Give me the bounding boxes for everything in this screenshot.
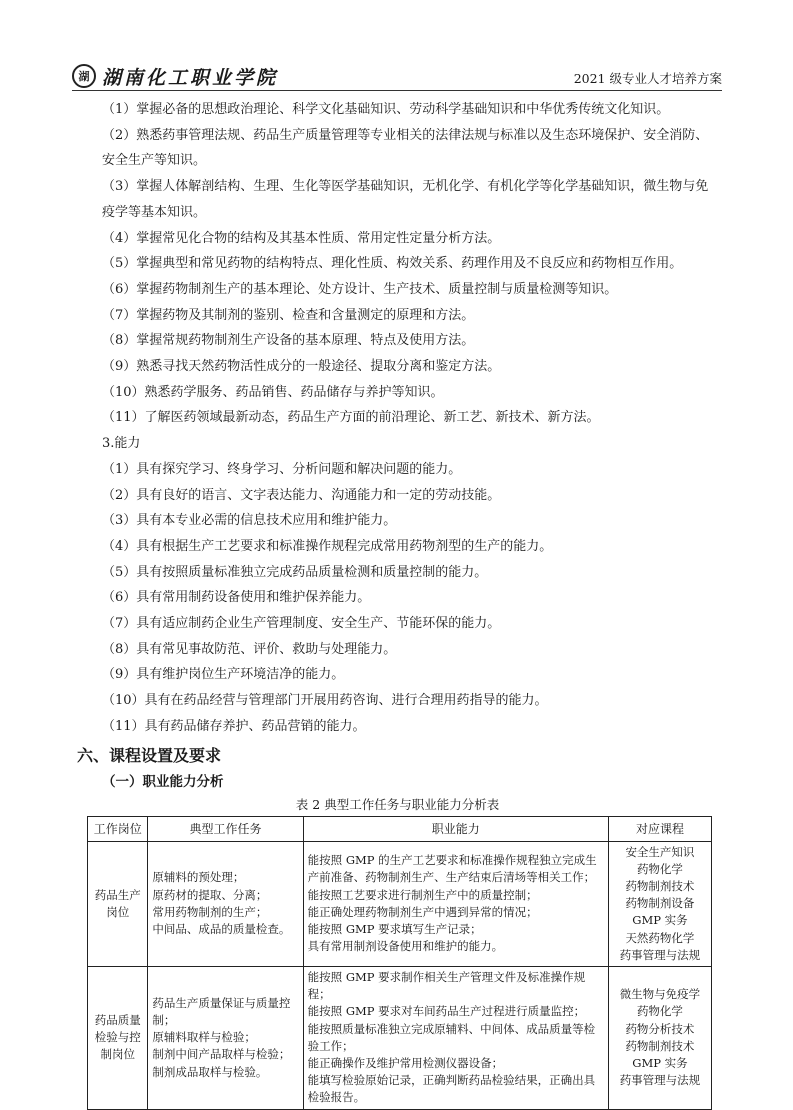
- ability-item: （1）具有探究学习、终身学习、分析问题和解决问题的能力。: [102, 461, 462, 477]
- column-header: 职业能力: [303, 816, 608, 841]
- ability-item: （4）具有根据生产工艺要求和标准操作规程完成常用药物剂型的生产的能力。: [102, 538, 553, 554]
- knowledge-item: （10）熟悉药学服务、药品销售、药品储存与养护等知识。: [102, 384, 444, 400]
- ability-line: 能按照工艺要求进行制剂生产中的质量控制；: [307, 887, 538, 902]
- tasks-cell: [148, 967, 303, 1110]
- column-header: 工作岗位: [88, 816, 148, 841]
- section-title: 六、课程设置及要求: [77, 745, 222, 765]
- task-line: 中间品、成品的质量检查。: [152, 921, 291, 936]
- ability-item: （5）具有按照质量标准独立完成药品质量检测和质量控制的能力。: [102, 564, 488, 580]
- ability-line: 能按照质量标准独立完成原辅料、中间体、成品质量等检验工作；: [307, 1021, 596, 1053]
- ability-item: （8）具有常见事故防范、评价、救助与处理能力。: [102, 641, 397, 657]
- task-line: 制剂成品取样与检验。: [152, 1064, 268, 1079]
- abilities-cell: [303, 841, 608, 966]
- ability-item: （9）具有维护岗位生产环境洁净的能力。: [102, 667, 345, 683]
- course-line: 药事管理与法规: [619, 947, 701, 962]
- ability-item: （10）具有在药品经营与管理部门开展用药咨询、进行合理用药指导的能力。: [102, 693, 548, 709]
- table-caption: 表 2 典型工作任务与职业能力分析表: [295, 796, 500, 812]
- page-header: [72, 62, 722, 92]
- task-line: 药品生产质量保证与质量控制；: [152, 995, 291, 1027]
- course-line: 药物化学: [636, 1004, 683, 1019]
- ability-item: （3）具有本专业必需的信息技术应用和维护能力。: [102, 513, 397, 529]
- ability-item: （7）具有适应制药企业生产管理制度、安全生产、节能环保的能力。: [102, 616, 501, 632]
- post-cell: 药品生产岗位: [88, 841, 148, 966]
- knowledge-item: （4）掌握常见化合物的结构及其基本性质、常用定性定量分析方法。: [102, 230, 501, 246]
- ability-line: 能填写检验原始记录，正确判断药品检验结果，正确出具检验报告。: [307, 1073, 596, 1105]
- ability-list: [80, 457, 715, 740]
- course-line: 药物化学: [636, 861, 683, 876]
- column-header: 对应课程: [608, 816, 711, 841]
- subsection-title: （一）职业能力分析: [102, 773, 224, 790]
- task-line: 制剂中间产品取样与检验；: [152, 1047, 291, 1062]
- courses-cell: [608, 841, 711, 966]
- ability-line: 能按照 GMP 要求制作相关生产管理文件及标准操作规程；: [307, 970, 586, 1002]
- table-header-row: [88, 816, 712, 841]
- course-line: 药物分析技术: [625, 1021, 695, 1036]
- knowledge-item: （3）掌握人体解剖结构、生理、生化等医学基础知识，无机化学、有机化学等化学基础知识，微生物与免疫学等基本知识。: [102, 179, 709, 220]
- header-divider: [72, 90, 722, 91]
- ability-line: 能按照 GMP 要求填写生产记录；: [307, 921, 482, 936]
- ability-line: 能正确操作及维护常用检测仪器设备；: [307, 1056, 504, 1071]
- ability-heading: 3.能力: [102, 436, 141, 452]
- ability-line: 具有常用制剂设备使用和维护的能力。: [307, 939, 504, 954]
- ability-line: 能按照 GMP 的生产工艺要求和标准操作规程独立完成生产前准备、药物制剂生产、生产结束后清场等相关工作；: [307, 853, 597, 885]
- knowledge-item: （9）熟悉寻找天然药物活性成分的一般途径、提取分离和鉴定方法。: [102, 359, 501, 375]
- course-line: 天然药物化学: [625, 930, 695, 945]
- course-line: 安全生产知识: [625, 844, 695, 859]
- knowledge-list: [80, 97, 715, 431]
- ability-line: 能按照 GMP 要求对车间药品生产过程进行质量监控；: [307, 1004, 586, 1019]
- course-line: 微生物与免疫学: [619, 987, 701, 1002]
- ability-line: 能正确处理药物制剂生产中遇到异常的情况；: [307, 904, 538, 919]
- page-content: [77, 97, 715, 1110]
- school-seal-icon: 湖: [72, 64, 96, 88]
- ability-item: （6）具有常用制药设备使用和维护保养能力。: [102, 590, 371, 606]
- school-logo: [72, 62, 278, 90]
- document-title: 2021 级专业人才培养方案: [573, 71, 722, 86]
- course-line: 药物制剂技术: [625, 1038, 695, 1053]
- task-line: 原药材的提取、分离；: [152, 887, 268, 902]
- knowledge-item: （1）掌握必备的思想政治理论、科学文化基础知识、劳动科学基础知识和中华优秀传统文化知识。: [102, 102, 670, 117]
- table-row: [88, 841, 712, 966]
- knowledge-item: （5）掌握典型和常见药物的结构特点、理化性质、构效关系、药理作用及不良反应和药物相互作用。: [102, 256, 683, 272]
- post-cell: 药品质量检验与控制岗位: [88, 967, 148, 1110]
- ability-item: （11）具有药品储存养护、药品营销的能力。: [102, 718, 366, 734]
- knowledge-item: （6）掌握药物制剂生产的基本理论、处方设计、生产技术、质量控制与质量检测等知识。: [102, 281, 618, 297]
- tasks-cell: [148, 841, 303, 966]
- course-line: GMP 实务: [632, 1056, 688, 1071]
- task-line: 常用药物制剂的生产；: [152, 904, 268, 919]
- knowledge-item: （7）掌握药物及其制剂的鉴别、检查和含量测定的原理和方法。: [102, 307, 475, 323]
- course-line: 药物制剂设备: [625, 896, 695, 911]
- course-line: GMP 实务: [632, 913, 688, 928]
- courses-cell: [608, 967, 711, 1110]
- course-line: 药物制剂技术: [625, 878, 695, 893]
- knowledge-item: （8）掌握常规药物制剂生产设备的基本原理、特点及使用方法。: [102, 333, 475, 349]
- ability-analysis-table: [87, 816, 712, 1110]
- task-line: 原辅料取样与检验；: [152, 1030, 256, 1045]
- school-name: 湖南化工职业学院: [102, 66, 279, 89]
- course-line: 药事管理与法规: [619, 1073, 701, 1088]
- ability-item: （2）具有良好的语言、文字表达能力、沟通能力和一定的劳动技能。: [102, 487, 501, 503]
- table-row: [88, 967, 712, 1110]
- knowledge-item: （11）了解医药领域最新动态，药品生产方面的前沿理论、新工艺、新技术、新方法。: [102, 410, 600, 426]
- column-header: 典型工作任务: [148, 816, 303, 841]
- knowledge-item: （2）熟悉药事管理法规、药品生产质量管理等专业相关的法律法规与标准以及生态环境保护、安全消防、安全生产等知识。: [102, 127, 709, 169]
- abilities-cell: [303, 967, 608, 1110]
- task-line: 原辅料的预处理；: [152, 870, 245, 885]
